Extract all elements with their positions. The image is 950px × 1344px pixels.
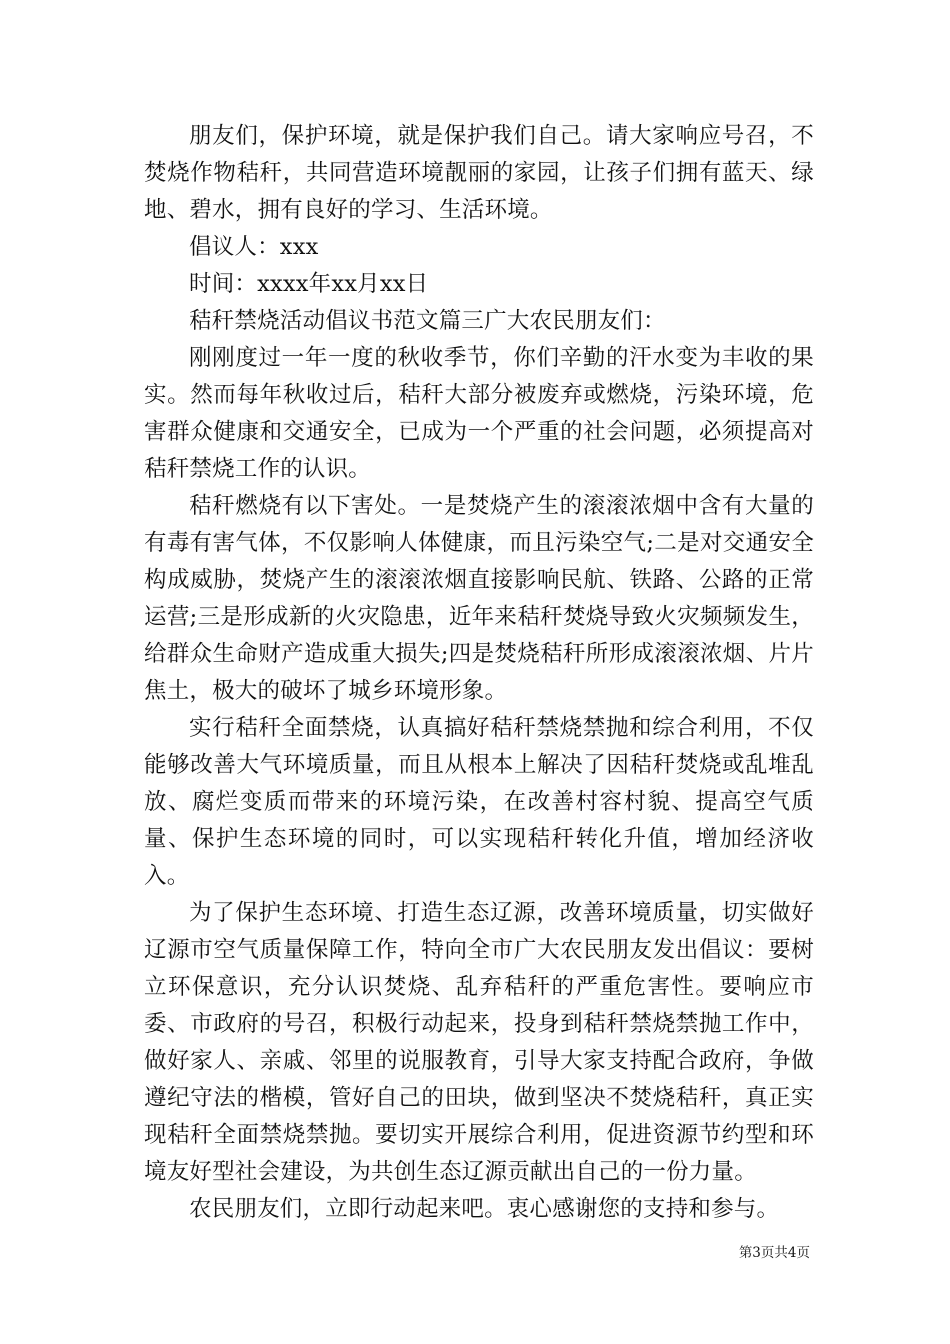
paragraph-initiative: 为了保护生态环境、打造生态辽源，改善环境质量，切实做好辽源市空气质量保障工作，特向全市广大农民朋友发出倡议：要树立环保意识，充分认识焚烧、乱弃秸秆的严重危害性。要响应市委、市政府的号召，积极行动起来，投身到秸秆禁烧禁抛工作中，做好家人、亲戚、邻里的说服教育，引导大家支持配合政府，争做遵纪守法的楷模，管好自己的田块，做到坚决不焚烧秸秆，真正实现秸秆全面禁烧禁抛。要切实开展综合利用，促进资源节约型和环境友好型社会建设，为共创生态辽源贡献出自己的一份力量。 — [144, 900, 814, 1185]
paragraph-harms: 秸秆燃烧有以下害处。一是焚烧产生的滚滚浓烟中含有大量的有毒有害气体，不仅影响人体健康，而且污染空气;二是对交通安全构成威胁，焚烧产生的滚滚浓烟直接影响民航、铁路、公路的正常运营;三是形成新的火灾隐患，近年来秸秆焚烧导致火灾频频发生，给群众生命财产造成重大损失;四是焚烧秸秆所形成滚滚浓烟、片片焦土，极大的破坏了城乡环境形象。 — [144, 493, 814, 704]
paragraph-appeal: 朋友们，保护环境，就是保护我们自己。请大家响应号召，不焚烧作物秸秆，共同营造环境靓丽的家园，让孩子们拥有蓝天、绿地、碧水，拥有良好的学习、生活环境。 — [144, 123, 814, 223]
page-number: 第3页共4页 — [738, 1245, 810, 1261]
paragraph-date: 时间：xxxx年xx月xx日 — [189, 271, 429, 297]
paragraph-harvest: 刚刚度过一年一度的秋收季节，你们辛勤的汗水变为丰收的果实。然而每年秋收过后，秸秆大部分被废弃或燃烧，污染环境，危害群众健康和交通安全，已成为一个严重的社会问题，必须提高对秸秆禁烧工作的认识。 — [144, 345, 814, 482]
document-body — [144, 118, 814, 1228]
paragraph-closing: 农民朋友们，立即行动起来吧。衷心感谢您的支持和参与。 — [189, 1196, 780, 1222]
paragraph-benefits: 实行秸秆全面禁烧，认真搞好秸秆禁烧禁抛和综合利用，不仅能够改善大气环境质量，而且从根本上解决了因秸秆焚烧或乱堆乱放、腐烂变质而带来的环境污染，在改善村容村貌、提高空气质量、保护生态环境的同时，可以实现秸秆转化升值，增加经济收入。 — [144, 715, 814, 889]
paragraph-section-heading: 秸秆禁烧活动倡议书范文篇三广大农民朋友们： — [189, 308, 666, 334]
paragraph-initiator: 倡议人：xxx — [189, 234, 319, 260]
